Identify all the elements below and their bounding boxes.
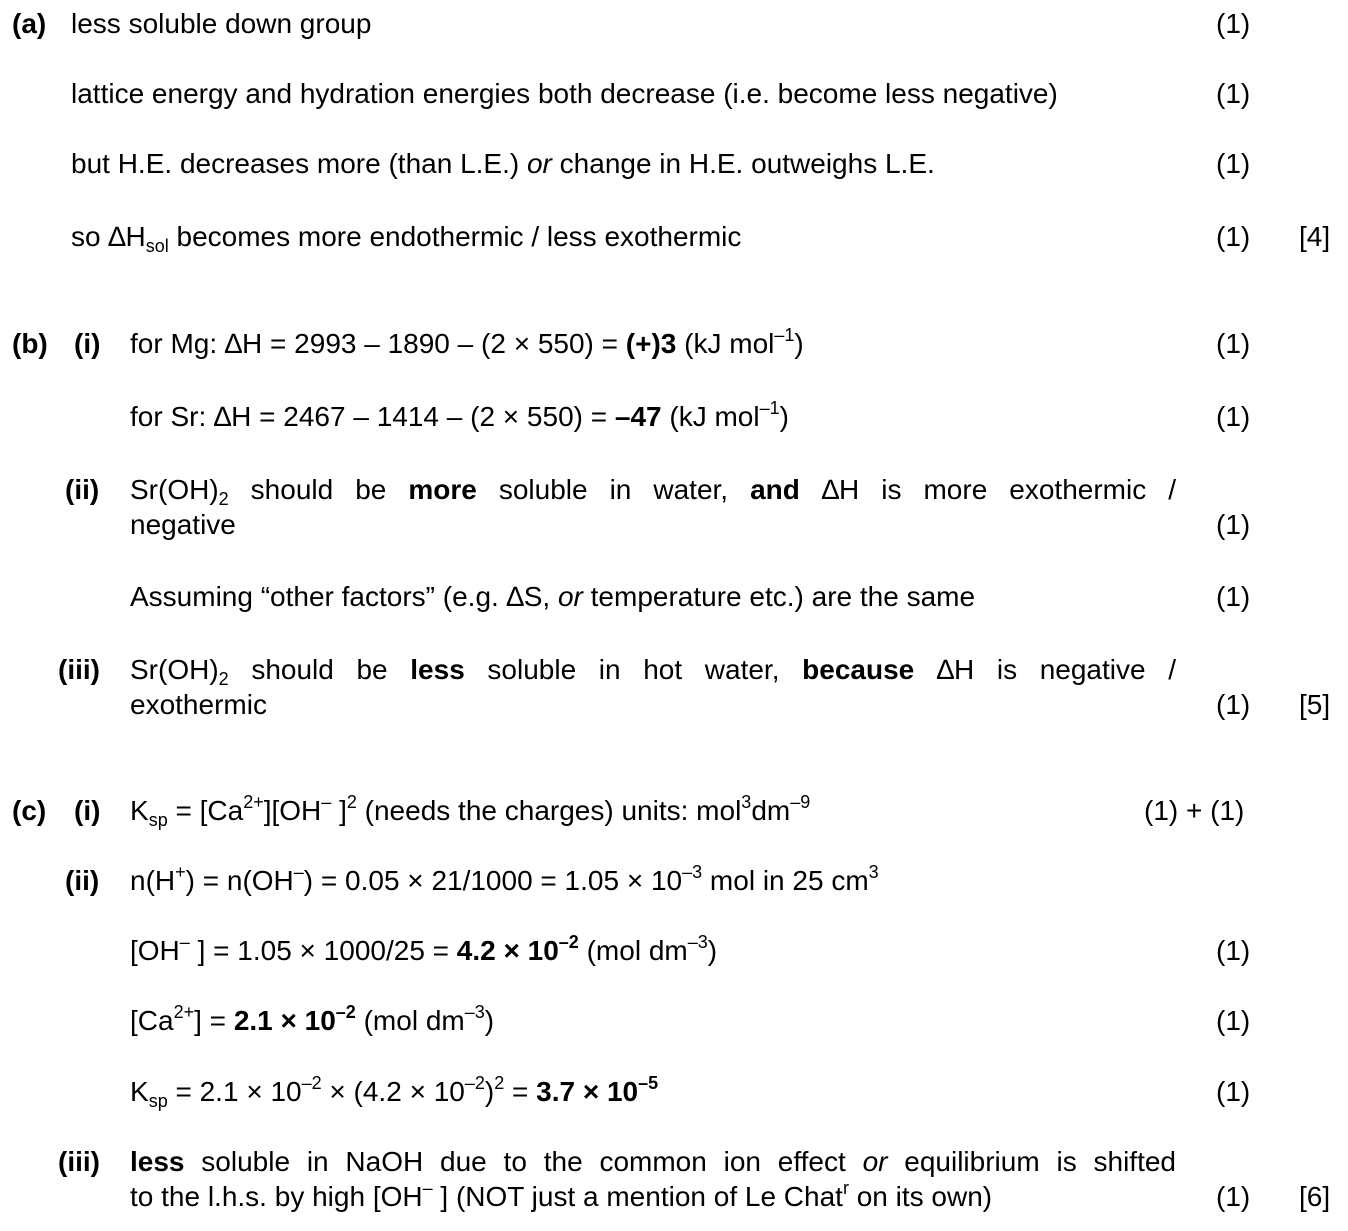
part-b-mark-3: (1) [1216, 509, 1251, 540]
part-b-iii-line-1: $Sr(OH)_2$ should be less soluble in hot water, because ∆H is negative / [130, 654, 1177, 689]
part-a-line-2: lattice energy and hydration energies both decrease (i.e. become less negative) [71, 78, 1058, 109]
part-a-mark-3: (1) [1216, 148, 1251, 179]
part-c-iii-line-1: less soluble in NaOH due to the common ion effect or equilibrium is shifted [130, 1146, 1176, 1177]
part-c-total: [6] [1299, 1181, 1331, 1212]
part-b-total: [5] [1299, 689, 1331, 720]
part-b-ii-line-2: negative [130, 509, 236, 540]
part-c-iii-label: (iii) [58, 1146, 100, 1177]
part-c-ii-line-3: $[Ca^{2+}] = 2.1 \times 10^{-2}$ (mol $dm^{-3}$) [130, 1002, 495, 1036]
part-c-mark-2: (1) [1216, 935, 1251, 966]
part-a-mark-1: (1) [1216, 8, 1251, 39]
part-c-iii-line-2: to the l.h.s. by high [OH– ] (NOT just a mention of Le Chat$^r$ on its own) [130, 1178, 993, 1212]
part-c-mark-3: (1) [1216, 1005, 1251, 1036]
part-b-mark-4: (1) [1216, 581, 1251, 612]
part-b-mark-2: (1) [1216, 401, 1251, 432]
part-a-label: (a) [12, 8, 47, 39]
part-a-line-1: less soluble down group [71, 8, 372, 39]
part-b-i-line-2: for Sr: ∆H = 2467 – 1414 – (2 × 550) = –47 (kJ mol$^{-1}$) [130, 398, 789, 432]
part-c-mark-4: (1) [1216, 1076, 1251, 1107]
part-c-mark-1: (1) + (1) [1144, 795, 1245, 826]
part-c-ii-line-2: [OH– ] = $1.05 \times 1000/25 = 4.2 \times 10^{-2}$ (mol $dm^{-3}$) [130, 932, 718, 966]
part-b-i-line-1: for Mg: ∆H = 2993 – 1890 – (2 × 550) = (+)3 (kJ mol$^{-1}$) [130, 325, 804, 359]
part-b-ii-line-3: Assuming “other factors” (e.g. ∆S, or temperature etc.) are the same [130, 581, 976, 612]
part-b-i-label: (i) [74, 328, 101, 359]
part-a-line-4: so $\Delta H_{sol}$ becomes more endothermic / less exothermic [71, 221, 742, 256]
part-a-mark-2: (1) [1216, 78, 1251, 109]
part-a-mark-4: (1) [1216, 221, 1251, 252]
part-b-mark-5: (1) [1216, 689, 1251, 720]
part-b-iii-label: (iii) [58, 654, 100, 685]
part-c-label: (c) [12, 795, 47, 826]
part-b-iii-line-2: exothermic [130, 689, 267, 720]
part-b-mark-1: (1) [1216, 328, 1251, 359]
part-c-ii-line-4: $K_{sp} = 2.1 \times 10^{-2} \times (4.2 \times 10^{-2})^2 = 3.7 \times 10^{-5}$ [130, 1073, 659, 1111]
part-c-ii-label: (ii) [65, 865, 100, 896]
part-b-ii-line-1: $Sr(OH)_2$ should be more soluble in water, and ∆H is more exothermic / [130, 474, 1176, 509]
part-c-i-line-1: $K_{sp} = [Ca^{2+}][OH^-$ ]$^2$ (needs the charges) units: $mol^3dm^{-9}$ [130, 792, 811, 830]
part-a-total: [4] [1299, 221, 1331, 252]
part-b-ii-label: (ii) [65, 474, 100, 505]
part-c-ii-line-1: $n(H^+) = n(OH^-) = 0.05 \times 21/1000 = 1.05 \times 10^{-3}$ mol in 25 $cm^3$ [130, 862, 879, 896]
part-b-label: (b) [12, 328, 48, 359]
part-c-mark-5: (1) [1216, 1181, 1251, 1212]
part-c-i-label: (i) [74, 795, 101, 826]
part-a-line-3: but H.E. decreases more (than L.E.) or change in H.E. outweighs L.E. [71, 148, 935, 179]
